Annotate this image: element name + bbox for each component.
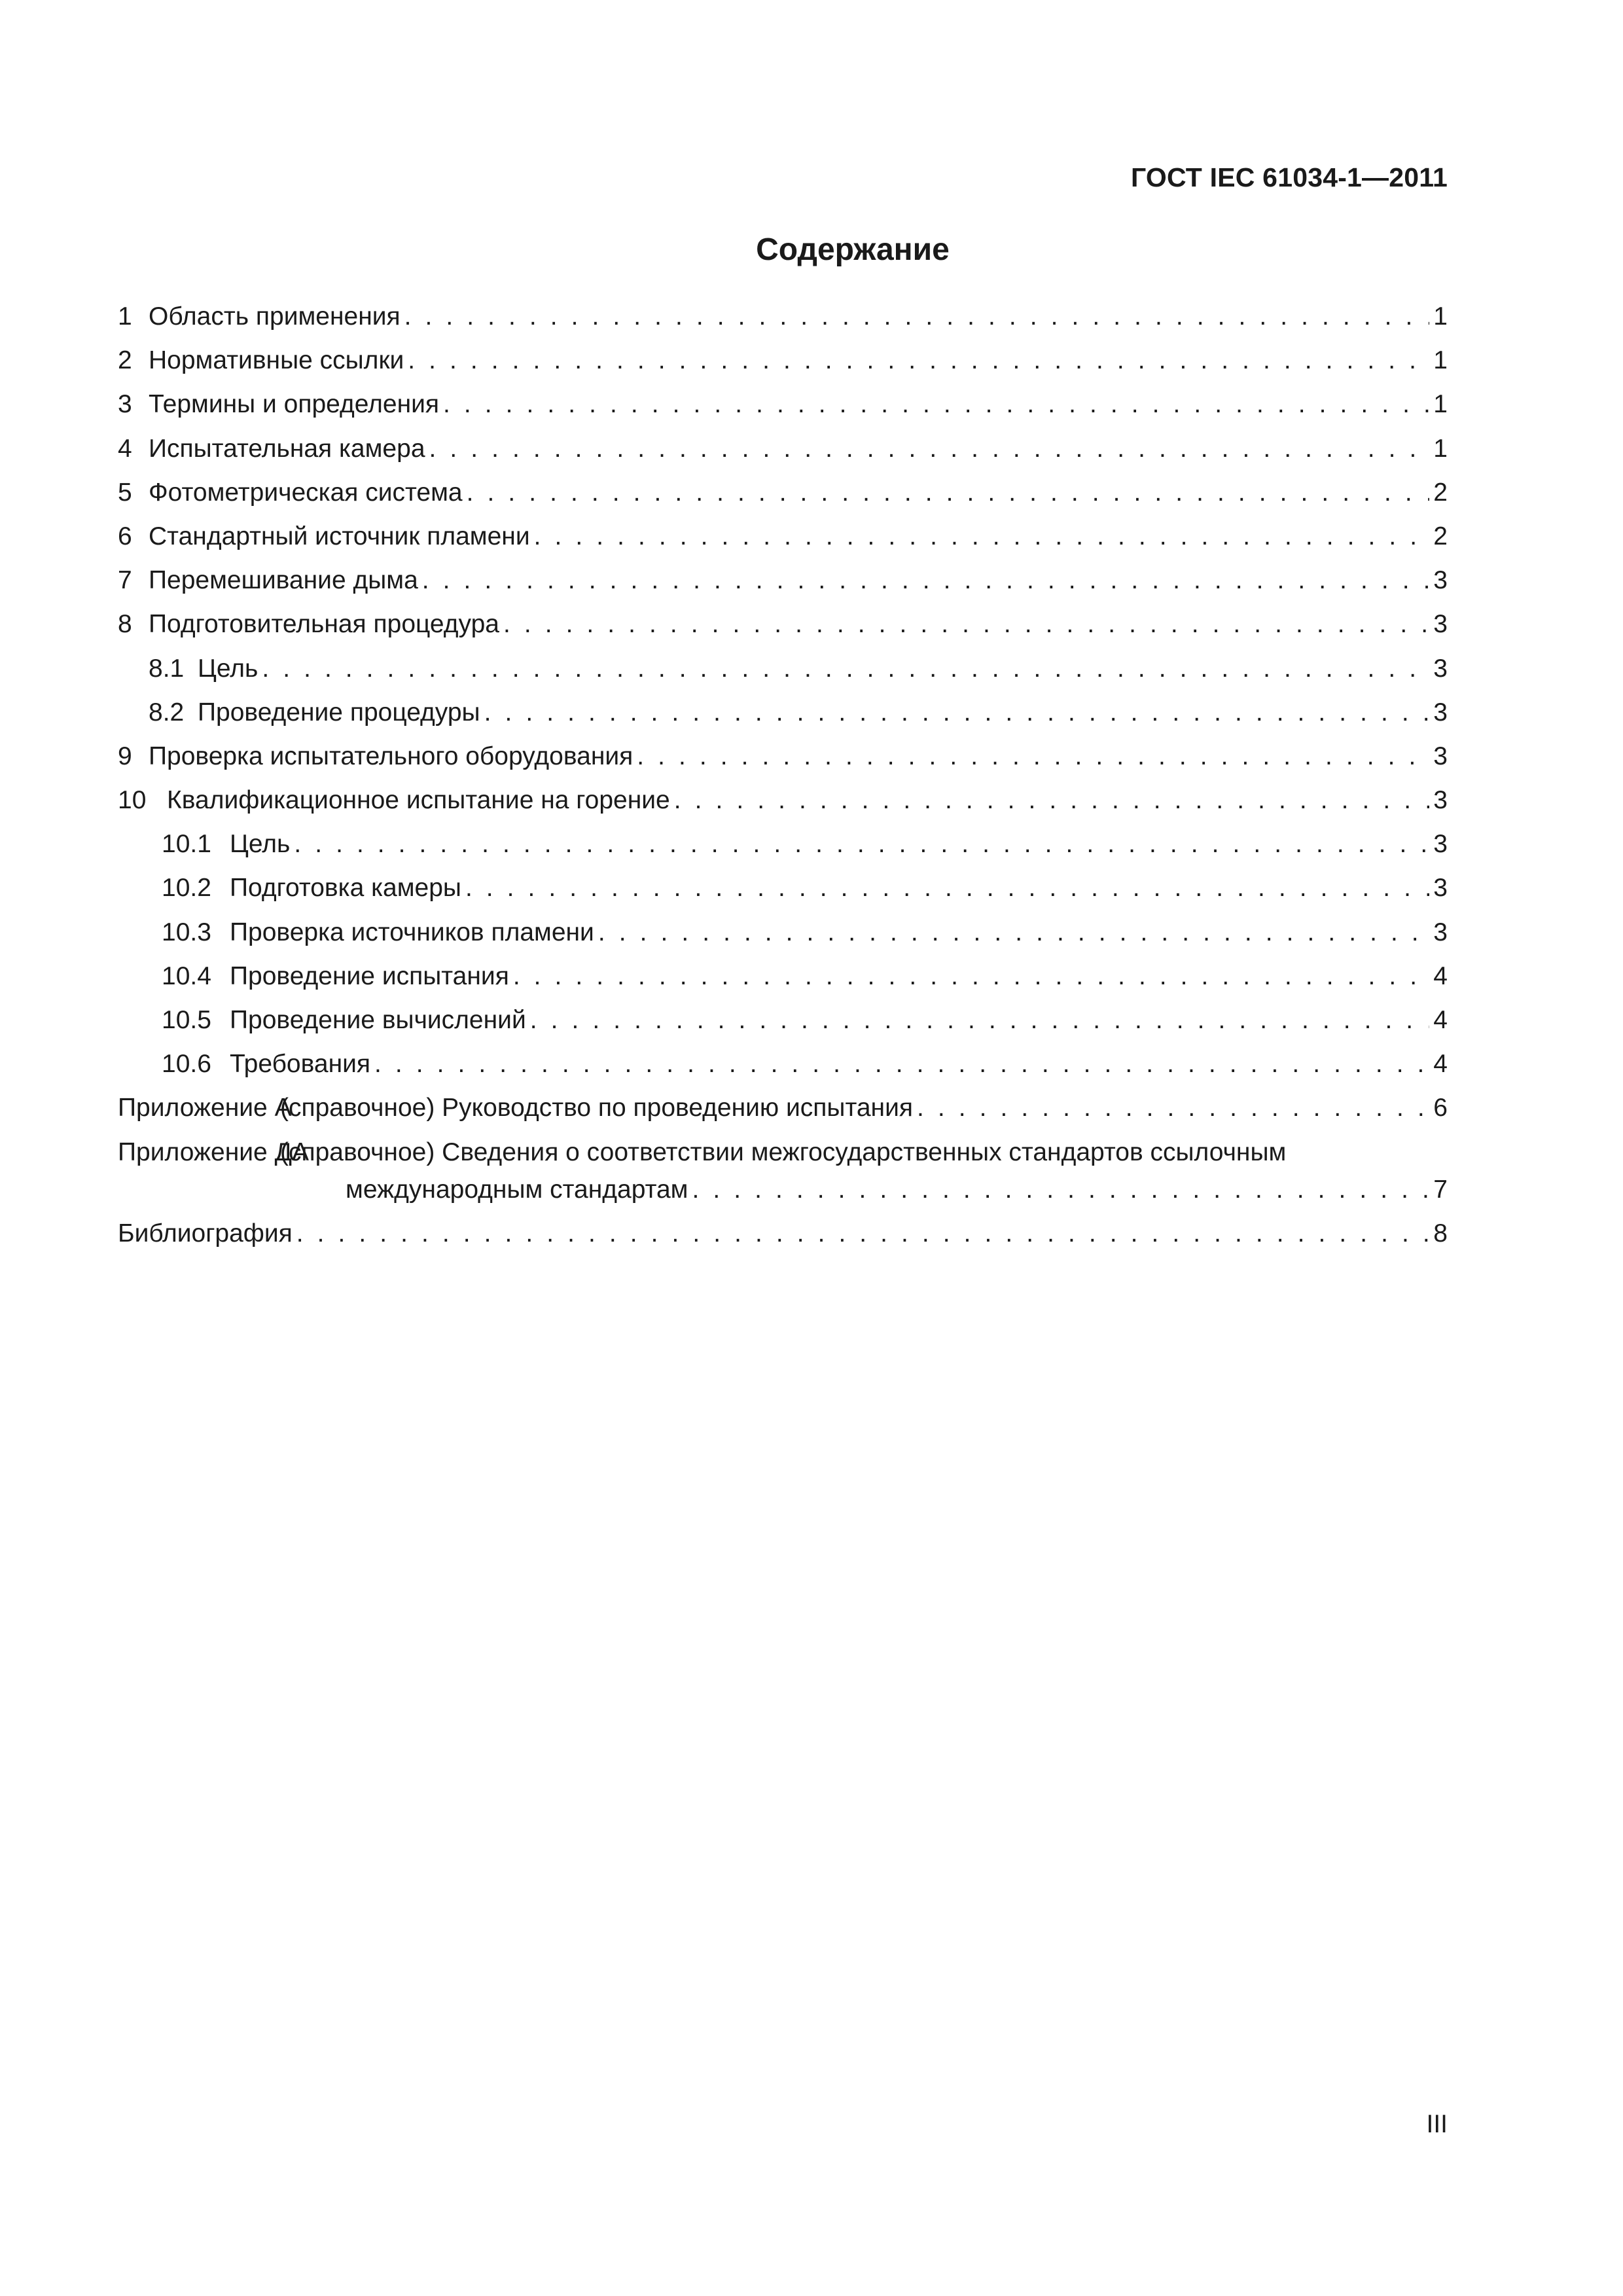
- dot-leader: [503, 610, 1429, 639]
- toc-entry-number: 6: [118, 522, 132, 550]
- toc-entry-number: 10.6: [162, 1050, 211, 1079]
- toc-entry-number: 10.3: [162, 918, 211, 946]
- toc-entry-bibliography[interactable]: [118, 1219, 1448, 1263]
- toc-entry[interactable]: [118, 435, 1448, 478]
- toc-entry-number: 2: [118, 346, 132, 375]
- toc-entry-page: 3: [1433, 610, 1448, 639]
- toc-entry-number: 10.4: [162, 961, 211, 990]
- toc-entry-page: 3: [1433, 786, 1448, 815]
- toc-entry-page: 4: [1433, 1006, 1448, 1034]
- dot-leader: [513, 962, 1429, 991]
- dot-leader: [917, 1094, 1429, 1122]
- dot-leader: [467, 478, 1429, 507]
- toc-entry-label: Подготовительная процедура: [149, 610, 499, 639]
- toc-annex-entry[interactable]: [118, 1138, 1448, 1175]
- dot-leader: [465, 874, 1429, 903]
- toc-entry-page: 2: [1433, 522, 1448, 550]
- toc-subentry[interactable]: [118, 1006, 1448, 1050]
- dot-leader: [530, 1006, 1429, 1035]
- toc-entry-page: 1: [1433, 302, 1448, 331]
- toc-entry-number: 10: [118, 786, 147, 815]
- toc-annex-entry-continuation[interactable]: [118, 1175, 1448, 1219]
- toc-entry-number: 3: [118, 390, 132, 419]
- toc-entry[interactable]: [118, 742, 1448, 786]
- toc-subentry[interactable]: [118, 1050, 1448, 1094]
- dot-leader: [408, 346, 1429, 375]
- toc-entry-label: Требования: [230, 1050, 371, 1079]
- toc-entry-page: 2: [1433, 478, 1448, 507]
- toc-subentry[interactable]: [118, 962, 1448, 1006]
- toc-entry[interactable]: [118, 302, 1448, 346]
- toc-entry-label: Термины и определения: [149, 390, 440, 419]
- dot-leader: [374, 1050, 1429, 1079]
- toc-entry-label: Фотометрическая система: [149, 478, 463, 507]
- toc-subentry[interactable]: [118, 918, 1448, 962]
- toc-entry[interactable]: [118, 390, 1448, 434]
- toc-entry-page: 4: [1433, 961, 1448, 990]
- dot-leader: [484, 698, 1429, 727]
- toc-entry-label: Область применения: [149, 302, 401, 331]
- toc-entry-page: 6: [1433, 1094, 1448, 1122]
- toc-entry-number: 10.1: [162, 830, 211, 859]
- toc-entry-number: Приложение А: [118, 1094, 292, 1122]
- dot-leader: [534, 522, 1429, 551]
- toc-entry-page: 1: [1433, 346, 1448, 375]
- toc-entry-page: 3: [1433, 698, 1448, 726]
- toc-entry-number: Приложение ДА: [118, 1138, 310, 1166]
- toc-entry-label: (справочное) Сведения о соответствии межгосударственных стандартов ссылочным: [280, 1138, 1287, 1166]
- dot-leader: [692, 1175, 1430, 1204]
- toc-entry-number: 10.5: [162, 1006, 211, 1034]
- toc-annex-entry[interactable]: [118, 1094, 1448, 1138]
- toc-entry-number: 8.1: [149, 654, 185, 683]
- dot-leader: [443, 390, 1429, 419]
- toc-entry-number: 9: [118, 742, 132, 770]
- toc-entry-label: Подготовка камеры: [230, 874, 461, 903]
- toc-entry-page: 3: [1433, 742, 1448, 770]
- toc-entry-page: 3: [1433, 654, 1448, 683]
- toc-entry-label: Проведение испытания: [230, 961, 509, 990]
- toc-entry-label: Библиография: [118, 1219, 293, 1247]
- toc-entry-label: Квалификационное испытание на горение: [167, 786, 670, 815]
- toc-entry-label: Цель: [198, 654, 259, 683]
- dot-leader: [637, 742, 1429, 771]
- toc-entry-page: 3: [1433, 566, 1448, 595]
- dot-leader: [674, 786, 1429, 815]
- toc-entry-number: 4: [118, 434, 132, 463]
- toc-subentry[interactable]: [118, 830, 1448, 874]
- dot-leader: [429, 435, 1429, 463]
- toc-entry-label: Проверка источников пламени: [230, 918, 594, 946]
- toc-entry[interactable]: [118, 346, 1448, 390]
- toc-entry-label: Проведение процедуры: [198, 698, 480, 726]
- toc-entry-page: 4: [1433, 1050, 1448, 1079]
- toc-entry-label: Проведение вычислений: [230, 1006, 526, 1034]
- toc-entry-page: 3: [1433, 830, 1448, 859]
- dot-leader: [598, 918, 1429, 947]
- toc-entry[interactable]: [118, 478, 1448, 522]
- toc-entry-page: 7: [1433, 1175, 1448, 1204]
- toc-entry[interactable]: [118, 786, 1448, 830]
- toc-entry-number: 7: [118, 566, 132, 595]
- toc-entry-number: 1: [118, 302, 132, 331]
- toc-entry[interactable]: [118, 566, 1448, 610]
- toc-entry-label: Перемешивание дыма: [149, 566, 418, 595]
- toc-entry-page: 8: [1433, 1219, 1448, 1247]
- dot-leader: [404, 302, 1429, 331]
- dot-leader: [422, 566, 1429, 595]
- toc-entry-page: 1: [1433, 434, 1448, 463]
- table-of-contents: [118, 302, 1448, 1263]
- toc-subentry[interactable]: [118, 698, 1448, 742]
- toc-subentry[interactable]: [118, 874, 1448, 918]
- toc-entry-label: Нормативные ссылки: [149, 346, 404, 375]
- toc-entry-page: 3: [1433, 874, 1448, 903]
- toc-entry-label: Проверка испытательного оборудования: [149, 742, 633, 770]
- toc-entry-number: 8.2: [149, 698, 185, 726]
- toc-entry-label: Цель: [230, 830, 291, 859]
- toc-subentry[interactable]: [118, 655, 1448, 698]
- toc-entry-label: (справочное) Руководство по проведению испытания: [280, 1094, 914, 1122]
- document-code: ГОСТ IEC 61034-1—2011: [1131, 162, 1448, 192]
- toc-entry-label: Стандартный источник пламени: [149, 522, 530, 550]
- dot-leader: [262, 655, 1429, 683]
- toc-title: Содержание: [756, 232, 950, 267]
- toc-entry-label: международным стандартам: [346, 1175, 688, 1204]
- toc-entry[interactable]: [118, 522, 1448, 566]
- toc-entry-page: 1: [1433, 390, 1448, 419]
- page-number: III: [1426, 2110, 1448, 2138]
- toc-entry-page: 3: [1433, 918, 1448, 946]
- toc-entry-number: 8: [118, 610, 132, 639]
- toc-entry-number: 5: [118, 478, 132, 507]
- toc-entry[interactable]: [118, 610, 1448, 654]
- toc-entry-label: Испытательная камера: [149, 434, 425, 463]
- toc-entry-number: 10.2: [162, 874, 211, 903]
- dot-leader: [294, 830, 1429, 859]
- dot-leader: [296, 1219, 1429, 1248]
